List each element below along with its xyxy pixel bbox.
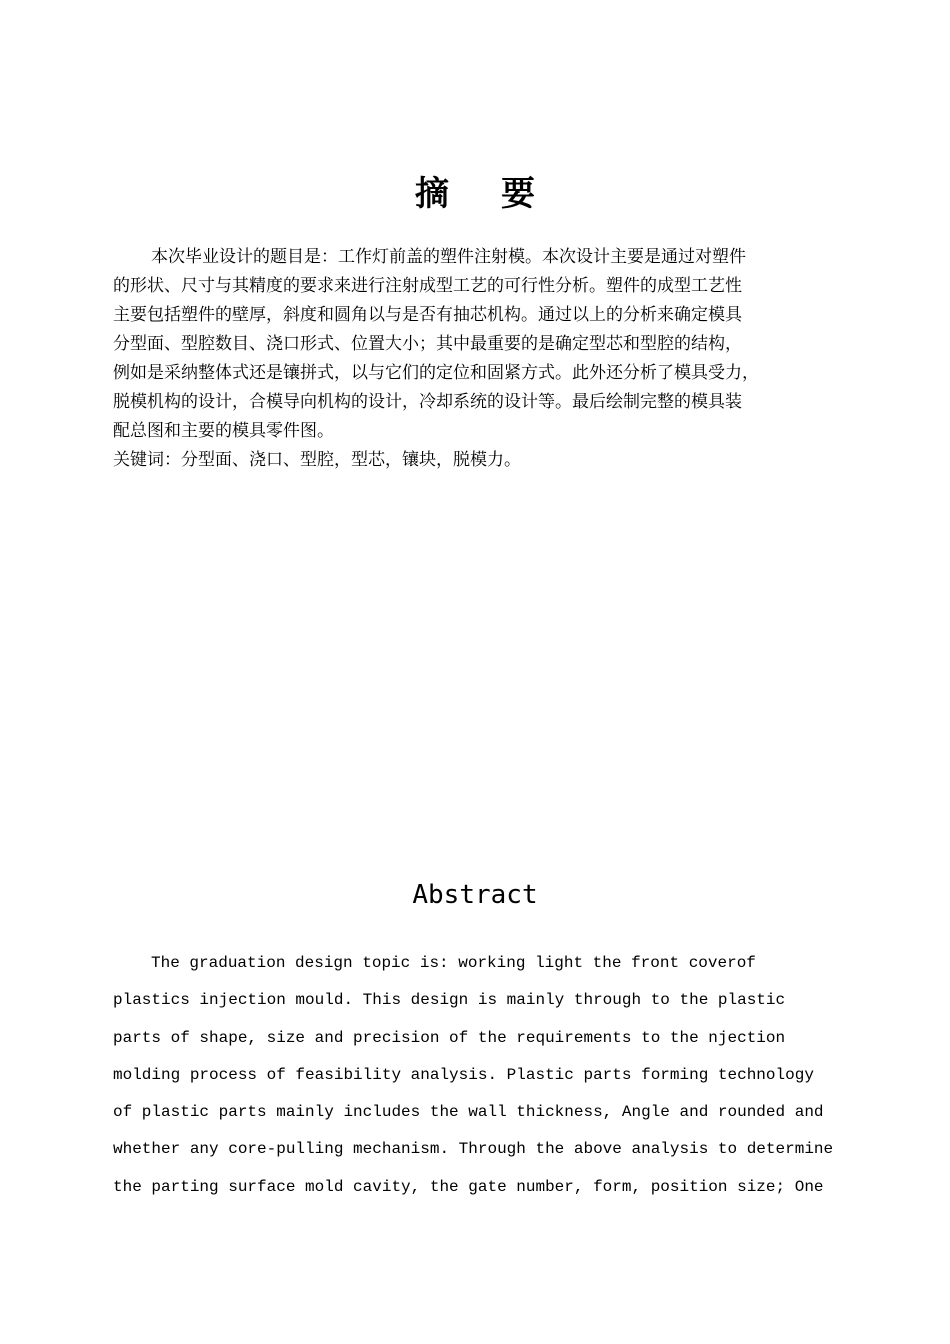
english-abstract-line: the parting surface mold cavity, the gate number, form, position size; One: [113, 1177, 824, 1196]
chinese-abstract-body: [113, 243, 853, 475]
chinese-abstract-line: 主要包括塑件的壁厚，斜度和圆角以与是否有抽芯机构。通过以上的分析来确定模具: [113, 305, 742, 325]
english-abstract-line: molding process of feasibility analysis. Plastic parts forming technology: [113, 1065, 814, 1084]
chinese-keywords: 关键词：分型面、浇口、型腔，型芯，镶块，脱模力。: [113, 450, 521, 470]
chinese-abstract-line: 配总图和主要的模具零件图。: [113, 421, 334, 441]
english-abstract-line: plastics injection mould. This design is mainly through to the plastic: [113, 991, 786, 1010]
english-abstract-line: whether any core-pulling mechanism. Through the above analysis to determine: [113, 1140, 834, 1159]
chinese-abstract-line: 本次毕业设计的题目是：工作灯前盖的塑件注射模。本次设计主要是通过对塑件: [151, 247, 746, 267]
chinese-abstract-line: 分型面、型腔数目、浇口形式、位置大小；其中最重要的是确定型芯和型腔的结构，: [113, 334, 742, 354]
english-abstract-line: parts of shape, size and precision of the requirements to the njection: [113, 1028, 786, 1047]
english-abstract-title: Abstract: [412, 880, 538, 910]
chinese-abstract-line: 例如是采纳整体式还是镶拼式，以与它们的定位和固紧方式。此外还分析了模具受力，: [113, 363, 759, 383]
chinese-abstract-line: 的形状、尺寸与其精度的要求来进行注射成型工艺的可行性分析。塑件的成型工艺性: [113, 276, 742, 296]
english-abstract-body: [113, 945, 873, 1206]
english-abstract-line: The graduation design topic is: working light the front coverof: [151, 954, 756, 972]
chinese-abstract-title: 摘要: [415, 174, 587, 214]
chinese-abstract-line: 脱模机构的设计，合模导向机构的设计，冷却系统的设计等。最后绘制完整的模具装: [113, 392, 742, 412]
english-abstract-line: of plastic parts mainly includes the wall thickness, Angle and rounded and: [113, 1103, 824, 1122]
